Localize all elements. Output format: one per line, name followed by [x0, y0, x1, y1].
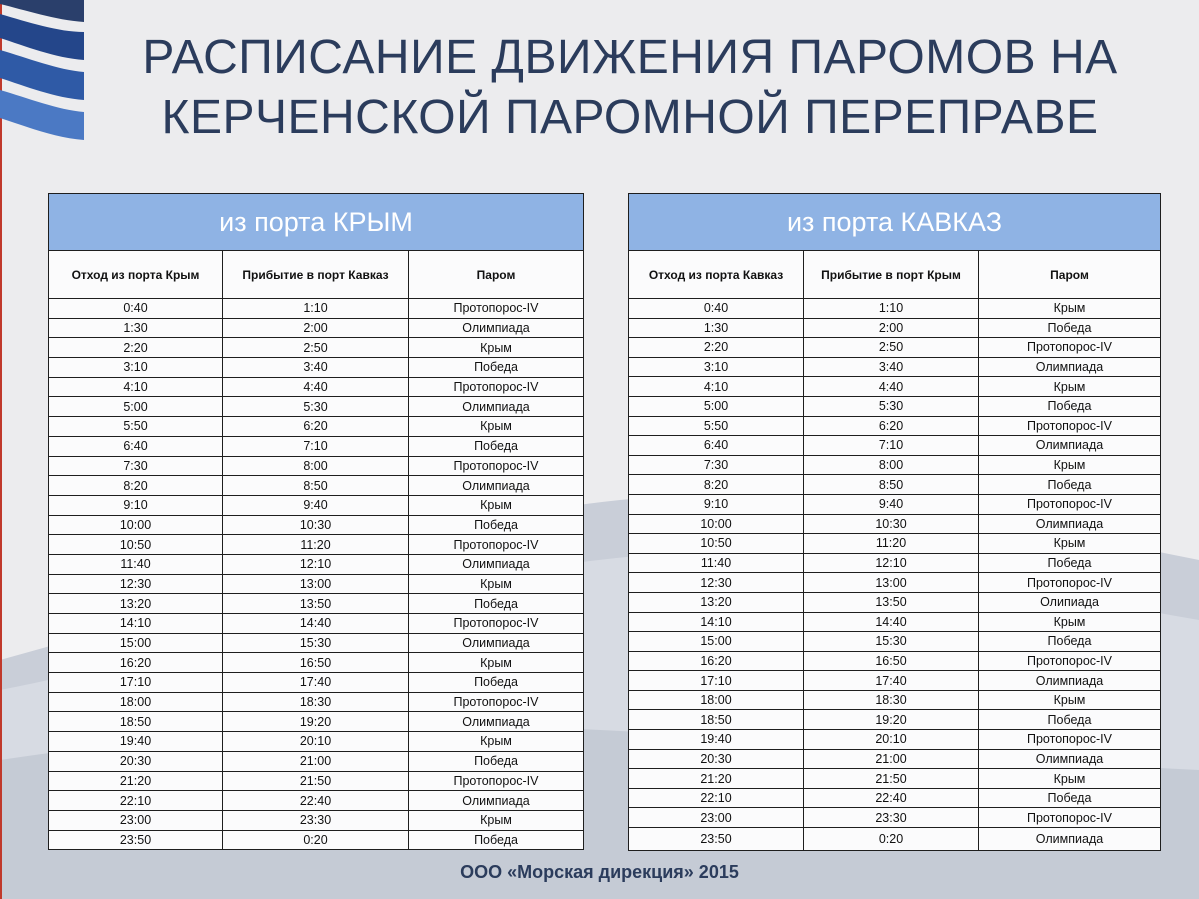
table-header-crimea: из порта КРЫМ — [49, 194, 584, 251]
arrival-time: 2:50 — [804, 338, 979, 358]
departure-time: 8:20 — [629, 475, 804, 495]
arrival-time: 16:50 — [804, 651, 979, 671]
arrival-time: 14:40 — [804, 612, 979, 632]
arrival-time: 2:00 — [804, 318, 979, 338]
table-row — [49, 515, 584, 535]
departure-time: 3:10 — [49, 358, 223, 378]
table-row — [629, 494, 1161, 514]
departure-time: 3:10 — [629, 357, 804, 377]
ferry-name: Крым — [409, 417, 584, 437]
column-header: Паром — [409, 251, 584, 299]
departure-time: 18:50 — [629, 710, 804, 730]
table-row — [629, 730, 1161, 750]
arrival-time: 15:30 — [223, 633, 409, 653]
ferry-name: Победа — [979, 553, 1161, 573]
ferry-name: Протопорос-IV — [409, 456, 584, 476]
departure-time: 20:30 — [49, 751, 223, 771]
arrival-time: 17:40 — [223, 673, 409, 693]
departure-time: 19:40 — [629, 730, 804, 750]
arrival-time: 8:50 — [804, 475, 979, 495]
departure-time: 8:20 — [49, 476, 223, 496]
arrival-time: 5:30 — [223, 397, 409, 417]
departure-time: 7:30 — [49, 456, 223, 476]
arrival-time: 11:20 — [223, 535, 409, 555]
departure-time: 22:10 — [49, 791, 223, 811]
arrival-time: 20:10 — [804, 730, 979, 750]
title-line-1: РАСПИСАНИЕ ДВИЖЕНИЯ ПАРОМОВ НА — [142, 31, 1118, 84]
arrival-time: 21:50 — [804, 769, 979, 789]
ferry-name: Олимпиада — [979, 514, 1161, 534]
departure-time: 13:20 — [629, 592, 804, 612]
table-row — [49, 476, 584, 496]
arrival-time: 21:00 — [223, 751, 409, 771]
ferry-name: Олимпиада — [979, 436, 1161, 456]
departure-time: 19:40 — [49, 732, 223, 752]
ferry-name: Олимпиада — [409, 397, 584, 417]
table-row — [49, 495, 584, 515]
departure-time: 1:30 — [49, 318, 223, 338]
ferry-name: Протопорос-IV — [409, 771, 584, 791]
departure-time: 11:40 — [49, 554, 223, 574]
arrival-time: 6:20 — [223, 417, 409, 437]
departure-time: 20:30 — [629, 749, 804, 769]
departure-time: 6:40 — [49, 436, 223, 456]
ferry-name: Олимпиада — [979, 357, 1161, 377]
arrival-time: 5:30 — [804, 396, 979, 416]
ferry-name: Крым — [979, 455, 1161, 475]
arrival-time: 12:10 — [223, 554, 409, 574]
ferry-name: Протопорос-IV — [979, 730, 1161, 750]
departure-time: 17:10 — [629, 671, 804, 691]
departure-time: 23:00 — [49, 810, 223, 830]
arrival-time: 8:50 — [223, 476, 409, 496]
arrival-time: 1:10 — [223, 299, 409, 319]
table-row — [49, 791, 584, 811]
ferry-name: Победа — [409, 436, 584, 456]
table-row — [629, 612, 1161, 632]
arrival-time: 4:40 — [804, 377, 979, 397]
table-row — [629, 455, 1161, 475]
arrival-time: 13:50 — [804, 592, 979, 612]
arrival-time: 17:40 — [804, 671, 979, 691]
ferry-name: Крым — [409, 495, 584, 515]
arrival-time: 20:10 — [223, 732, 409, 752]
ferry-name: Олимпиада — [979, 671, 1161, 691]
table-row — [629, 749, 1161, 769]
ferry-name: Победа — [979, 475, 1161, 495]
departure-time: 16:20 — [49, 653, 223, 673]
column-header: Прибытие в порт Крым — [804, 251, 979, 299]
departure-time: 21:20 — [629, 769, 804, 789]
table-row — [49, 456, 584, 476]
schedule-table-crimea — [48, 193, 584, 850]
departure-time: 10:00 — [49, 515, 223, 535]
departure-time: 5:50 — [629, 416, 804, 436]
table-row — [49, 771, 584, 791]
table-row — [629, 436, 1161, 456]
ferry-name: Протопорос-IV — [409, 535, 584, 555]
table-row — [49, 732, 584, 752]
table-row — [629, 769, 1161, 789]
table-row — [49, 712, 584, 732]
departure-time: 9:10 — [629, 494, 804, 514]
departure-time: 1:30 — [629, 318, 804, 338]
departure-time: 9:10 — [49, 495, 223, 515]
table-row — [629, 396, 1161, 416]
arrival-time: 0:20 — [804, 828, 979, 851]
title-line-2: КЕРЧЕНСКОЙ ПАРОМНОЙ ПЕРЕПРАВЕ — [161, 91, 1099, 144]
arrival-time: 16:50 — [223, 653, 409, 673]
arrival-time: 19:20 — [223, 712, 409, 732]
table-row — [49, 318, 584, 338]
ferry-name: Крым — [979, 377, 1161, 397]
ferry-name: Олимпиада — [409, 554, 584, 574]
table-row — [629, 377, 1161, 397]
departure-time: 2:20 — [49, 338, 223, 358]
ferry-name: Крым — [979, 612, 1161, 632]
ferry-name: Олипиада — [979, 592, 1161, 612]
departure-time: 7:30 — [629, 455, 804, 475]
table-row — [49, 358, 584, 378]
departure-time: 10:50 — [629, 534, 804, 554]
ferry-name: Протопорос-IV — [979, 416, 1161, 436]
ferry-name: Олимпиада — [409, 791, 584, 811]
departure-time: 21:20 — [49, 771, 223, 791]
ferry-name: Победа — [979, 318, 1161, 338]
page-title — [120, 28, 1140, 148]
departure-time: 4:10 — [629, 377, 804, 397]
ferry-name: Победа — [979, 710, 1161, 730]
table-row — [629, 338, 1161, 358]
ferry-name: Крым — [409, 810, 584, 830]
arrival-time: 8:00 — [223, 456, 409, 476]
arrival-time: 3:40 — [804, 357, 979, 377]
column-header: Отход из порта Кавказ — [629, 251, 804, 299]
arrival-time: 22:40 — [804, 788, 979, 808]
arrival-time: 0:20 — [223, 830, 409, 850]
departure-time: 14:10 — [49, 614, 223, 634]
table-row — [49, 299, 584, 319]
departure-time: 13:20 — [49, 594, 223, 614]
schedule-table-caucasus — [628, 193, 1161, 851]
departure-time: 15:00 — [49, 633, 223, 653]
table-row — [49, 436, 584, 456]
table-row — [49, 692, 584, 712]
ferry-name: Олимпиада — [979, 749, 1161, 769]
table-row — [629, 828, 1161, 851]
table-row — [49, 377, 584, 397]
ferry-name: Протопорос-IV — [979, 651, 1161, 671]
ferry-name: Протопорос-IV — [409, 692, 584, 712]
departure-time: 5:50 — [49, 417, 223, 437]
table-row — [49, 830, 584, 850]
arrival-time: 13:00 — [804, 573, 979, 593]
table-row — [629, 671, 1161, 691]
arrival-time: 10:30 — [223, 515, 409, 535]
ferry-name: Крым — [979, 769, 1161, 789]
arrival-time: 22:40 — [223, 791, 409, 811]
ferry-name: Победа — [409, 751, 584, 771]
arrival-time: 21:00 — [804, 749, 979, 769]
table-row — [629, 592, 1161, 612]
table-row — [629, 573, 1161, 593]
table-row — [49, 397, 584, 417]
table-row — [49, 535, 584, 555]
table-row — [49, 574, 584, 594]
departure-time: 22:10 — [629, 788, 804, 808]
ferry-name: Протопорос-IV — [979, 573, 1161, 593]
arrival-time: 6:20 — [804, 416, 979, 436]
table-row — [629, 690, 1161, 710]
column-header: Отход из порта Крым — [49, 251, 223, 299]
table-row — [49, 653, 584, 673]
table-row — [49, 554, 584, 574]
departure-time: 16:20 — [629, 651, 804, 671]
table-row — [629, 299, 1161, 319]
ferry-name: Победа — [409, 594, 584, 614]
ferry-name: Протопорос-IV — [979, 494, 1161, 514]
footer-copyright: ООО «Морская дирекция» 2015 — [460, 862, 739, 882]
ferry-name: Крым — [409, 732, 584, 752]
arrival-time: 8:00 — [804, 455, 979, 475]
arrival-time: 7:10 — [804, 436, 979, 456]
table-row — [629, 710, 1161, 730]
wave-logo-icon — [0, 0, 90, 145]
column-header: Прибытие в порт Кавказ — [223, 251, 409, 299]
ferry-name: Олимпиада — [409, 712, 584, 732]
arrival-time: 4:40 — [223, 377, 409, 397]
departure-time: 17:10 — [49, 673, 223, 693]
table-row — [629, 514, 1161, 534]
column-header: Паром — [979, 251, 1161, 299]
ferry-name: Победа — [979, 632, 1161, 652]
table-row — [49, 338, 584, 358]
table-row — [49, 417, 584, 437]
arrival-time: 23:30 — [223, 810, 409, 830]
departure-time: 2:20 — [629, 338, 804, 358]
table-header-caucasus: из порта КАВКАЗ — [629, 194, 1161, 251]
ferry-name: Протопорос-IV — [979, 808, 1161, 828]
departure-time: 5:00 — [49, 397, 223, 417]
arrival-time: 12:10 — [804, 553, 979, 573]
table-row — [49, 614, 584, 634]
arrival-time: 15:30 — [804, 632, 979, 652]
ferry-name: Победа — [409, 830, 584, 850]
table-row — [49, 673, 584, 693]
departure-time: 6:40 — [629, 436, 804, 456]
table-row — [629, 788, 1161, 808]
departure-time: 10:50 — [49, 535, 223, 555]
departure-time: 18:00 — [629, 690, 804, 710]
departure-time: 0:40 — [629, 299, 804, 319]
departure-time: 15:00 — [629, 632, 804, 652]
table-row — [629, 534, 1161, 554]
ferry-name: Победа — [979, 788, 1161, 808]
table-row — [629, 632, 1161, 652]
arrival-time: 13:00 — [223, 574, 409, 594]
table-row — [629, 553, 1161, 573]
departure-time: 18:00 — [49, 692, 223, 712]
departure-time: 12:30 — [629, 573, 804, 593]
table-row — [629, 357, 1161, 377]
ferry-name: Победа — [409, 673, 584, 693]
ferry-name: Олимпиада — [409, 633, 584, 653]
ferry-name: Крым — [979, 690, 1161, 710]
table-row — [49, 751, 584, 771]
ferry-name: Крым — [409, 338, 584, 358]
departure-time: 23:50 — [49, 830, 223, 850]
table-row — [629, 808, 1161, 828]
arrival-time: 1:10 — [804, 299, 979, 319]
ferry-name: Крым — [409, 574, 584, 594]
table-row — [49, 594, 584, 614]
ferry-name: Олимпиада — [409, 476, 584, 496]
departure-time: 5:00 — [629, 396, 804, 416]
arrival-time: 18:30 — [804, 690, 979, 710]
ferry-name: Протопорос-IV — [979, 338, 1161, 358]
arrival-time: 23:30 — [804, 808, 979, 828]
ferry-name: Победа — [409, 358, 584, 378]
arrival-time: 2:00 — [223, 318, 409, 338]
ferry-name: Победа — [979, 396, 1161, 416]
arrival-time: 11:20 — [804, 534, 979, 554]
departure-time: 12:30 — [49, 574, 223, 594]
arrival-time: 3:40 — [223, 358, 409, 378]
table-row — [629, 318, 1161, 338]
table-row — [629, 416, 1161, 436]
table-row — [49, 633, 584, 653]
departure-time: 14:10 — [629, 612, 804, 632]
arrival-time: 14:40 — [223, 614, 409, 634]
ferry-name: Протопорос-IV — [409, 377, 584, 397]
ferry-name: Крым — [979, 299, 1161, 319]
ferry-name: Протопорос-IV — [409, 299, 584, 319]
table-row — [629, 475, 1161, 495]
table-row — [629, 651, 1161, 671]
table-row — [49, 810, 584, 830]
arrival-time: 9:40 — [223, 495, 409, 515]
arrival-time: 19:20 — [804, 710, 979, 730]
arrival-time: 10:30 — [804, 514, 979, 534]
departure-time: 11:40 — [629, 553, 804, 573]
arrival-time: 13:50 — [223, 594, 409, 614]
ferry-name: Олимпиада — [409, 318, 584, 338]
ferry-name: Протопорос-IV — [409, 614, 584, 634]
departure-time: 0:40 — [49, 299, 223, 319]
departure-time: 23:00 — [629, 808, 804, 828]
departure-time: 10:00 — [629, 514, 804, 534]
ferry-name: Крым — [409, 653, 584, 673]
ferry-name: Победа — [409, 515, 584, 535]
departure-time: 4:10 — [49, 377, 223, 397]
arrival-time: 18:30 — [223, 692, 409, 712]
ferry-name: Крым — [979, 534, 1161, 554]
arrival-time: 9:40 — [804, 494, 979, 514]
departure-time: 18:50 — [49, 712, 223, 732]
arrival-time: 2:50 — [223, 338, 409, 358]
arrival-time: 21:50 — [223, 771, 409, 791]
arrival-time: 7:10 — [223, 436, 409, 456]
departure-time: 23:50 — [629, 828, 804, 851]
ferry-name: Олимпиада — [979, 828, 1161, 851]
